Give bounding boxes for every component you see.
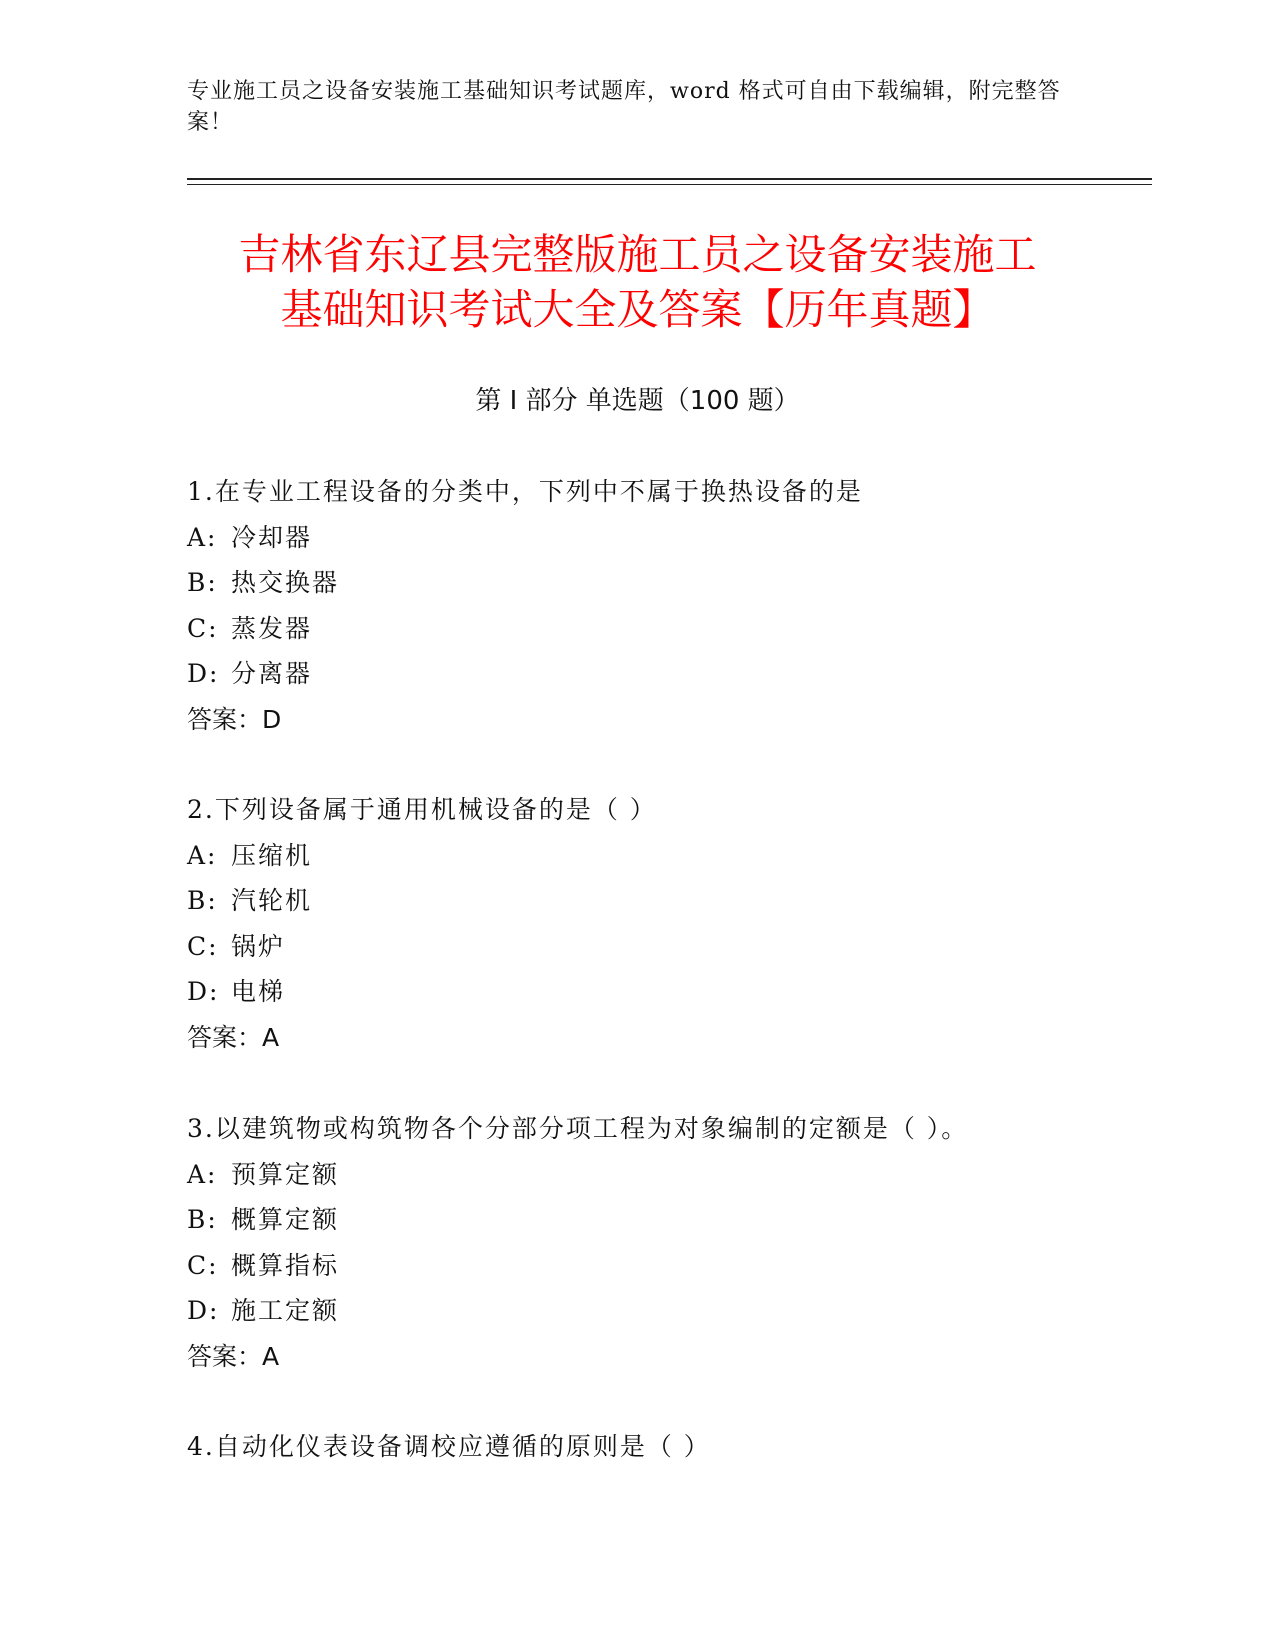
- option-key: B:: [187, 1205, 218, 1234]
- header-rule-thin: [187, 184, 1152, 185]
- option-key: C:: [187, 613, 219, 643]
- header-note: 专业施工员之设备安装施工基础知识考试题库，word 格式可自由下载编辑，附完整答案！: [187, 79, 1061, 135]
- question-stem: 2.下列设备属于通用机械设备的是（ ）: [187, 795, 657, 824]
- option-text: 电梯: [231, 977, 286, 1006]
- option-b: [187, 878, 1147, 924]
- option-a: [187, 833, 1147, 879]
- option-key: A:: [187, 1159, 218, 1189]
- option-a: [187, 515, 1147, 561]
- question-stem: 4.自动化仪表设备调校应遵循的原则是（ ）: [187, 1432, 711, 1461]
- option-c: [187, 1243, 1147, 1289]
- option-key: B:: [187, 568, 218, 597]
- option-text: 概算定额: [231, 1205, 340, 1234]
- option-key: D:: [187, 659, 220, 688]
- document-title-line-2: 基础知识考试大全及答案【历年真题】: [280, 285, 995, 334]
- option-d: [187, 651, 1147, 697]
- option-key: C:: [187, 931, 219, 961]
- question-stem: 1.在专业工程设备的分类中，下列中不属于换热设备的是: [187, 477, 863, 506]
- option-text: 分离器: [231, 659, 313, 688]
- option-text: 压缩机: [231, 840, 313, 870]
- option-c: [187, 924, 1147, 970]
- option-c: [187, 606, 1147, 652]
- option-text: 冷却器: [231, 522, 313, 552]
- option-key: B:: [187, 886, 218, 915]
- option-d: [187, 969, 1147, 1015]
- option-key: A:: [187, 840, 218, 870]
- document-title-line-1: 吉林省东辽县完整版施工员之设备安装施工: [238, 230, 1037, 279]
- section-heading: 第 I 部分 单选题（100 题）: [475, 386, 800, 416]
- question-1: [187, 469, 1147, 742]
- header-rule-thick: [187, 178, 1152, 180]
- option-text: 热交换器: [231, 568, 340, 597]
- option-text: 蒸发器: [231, 613, 313, 643]
- answer: 答案：A: [187, 1341, 280, 1371]
- option-b: [187, 1197, 1147, 1243]
- option-key: D:: [187, 977, 220, 1006]
- answer: 答案：D: [187, 704, 282, 734]
- option-key: D:: [187, 1296, 220, 1325]
- option-text: 施工定额: [231, 1296, 340, 1325]
- option-key: A:: [187, 522, 218, 552]
- option-text: 锅炉: [231, 931, 286, 961]
- document-title: [0, 227, 1275, 337]
- option-d: [187, 1288, 1147, 1334]
- question-3: [187, 1106, 1147, 1379]
- option-text: 汽轮机: [231, 886, 313, 915]
- option-text: 预算定额: [231, 1159, 340, 1189]
- option-b: [187, 560, 1147, 606]
- question-2: [187, 787, 1147, 1060]
- option-text: 概算指标: [231, 1250, 340, 1280]
- option-a: [187, 1152, 1147, 1198]
- question-stem: 3.以建筑物或构筑物各个分部分项工程为对象编制的定额是（ ）。: [187, 1114, 969, 1143]
- question-4: [187, 1424, 1147, 1470]
- answer: 答案：A: [187, 1022, 280, 1052]
- option-key: C:: [187, 1250, 219, 1280]
